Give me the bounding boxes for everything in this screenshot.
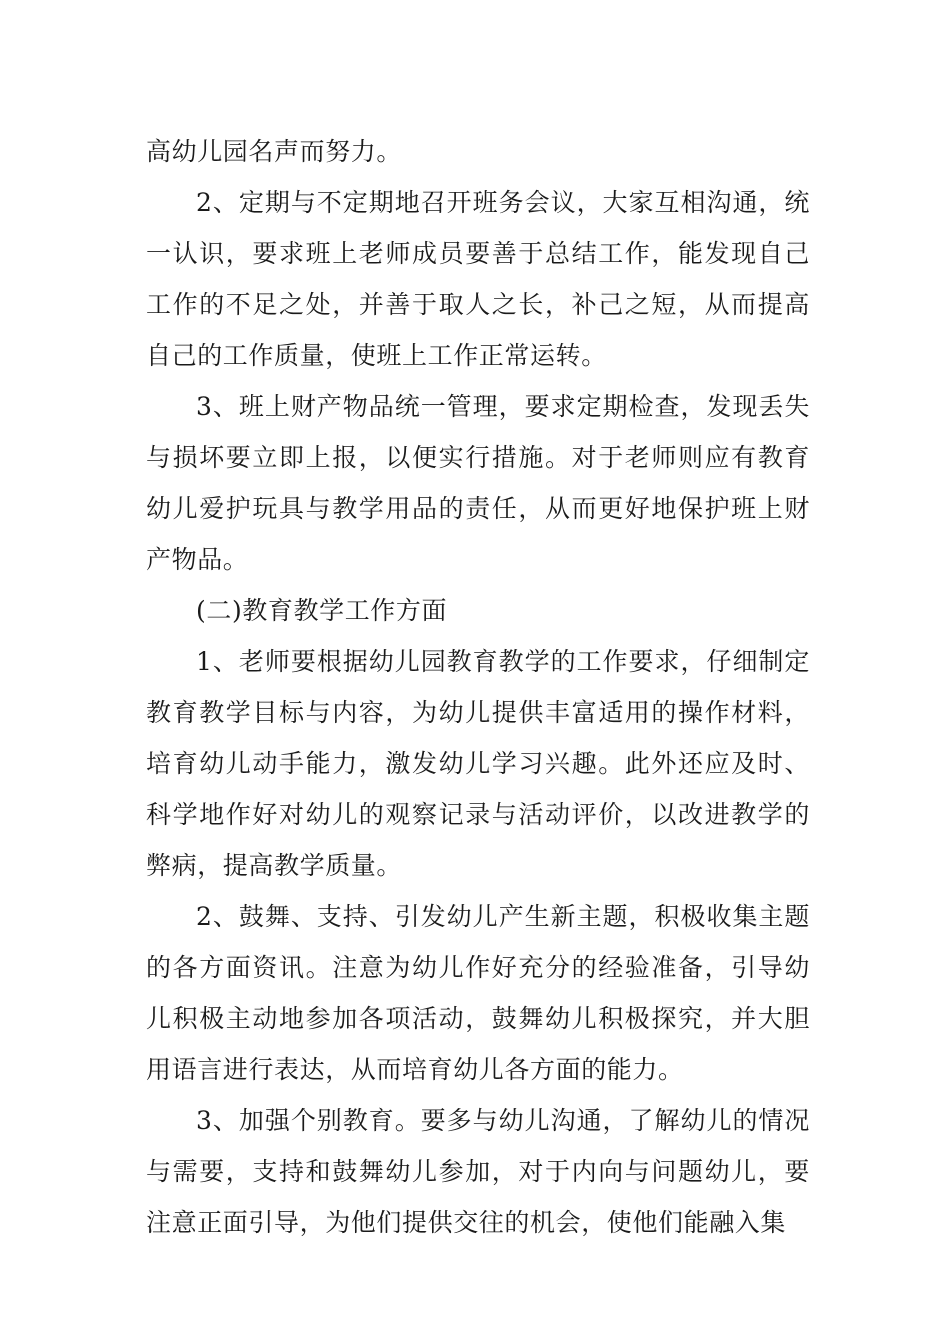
paragraph-item-3-property-management: 3、班上财产物品统一管理，要求定期检查，发现丢失与损坏要立即上报，以便实行措施。对于老师则应有教育幼儿爱护玩具与教学用品的责任，从而更好地保护班上财产物品。 — [146, 392, 810, 574]
paragraph-continuation: 高幼儿园名声而努力。 — [146, 137, 403, 166]
document-body — [146, 126, 810, 1248]
paragraph-item-1-teaching-goals: 1、老师要根据幼儿园教育教学的工作要求，仔细制定教育教学目标与内容，为幼儿提供丰富适用的操作材料，培育幼儿动手能力，激发幼儿学习兴趣。此外还应及时、科学地作好对幼儿的观察记录与活动评价，以改进教学的弊病，提高教学质量。 — [146, 647, 810, 880]
section-heading-teaching: (二)教育教学工作方面 — [196, 596, 448, 625]
paragraph-item-2-themes: 2、鼓舞、支持、引发幼儿产生新主题，积极收集主题的各方面资讯。注意为幼儿作好充分的经验准备，引导幼儿积极主动地参加各项活动，鼓舞幼儿积极探究，并大胆用语言进行表达，从而培育幼儿各方面的能力。 — [146, 902, 810, 1084]
paragraph-item-3-individual-education: 3、加强个别教育。要多与幼儿沟通，了解幼儿的情况与需要，支持和鼓舞幼儿参加，对于内向与问题幼儿，要注意正面引导，为他们提供交往的机会，使他们能融入集 — [146, 1106, 810, 1237]
paragraph-item-2-class-meetings: 2、定期与不定期地召开班务会议，大家互相沟通，统一认识，要求班上老师成员要善于总结工作，能发现自己工作的不足之处，并善于取人之长，补己之短，从而提高自己的工作质量，使班上工作正常运转。 — [146, 188, 810, 370]
